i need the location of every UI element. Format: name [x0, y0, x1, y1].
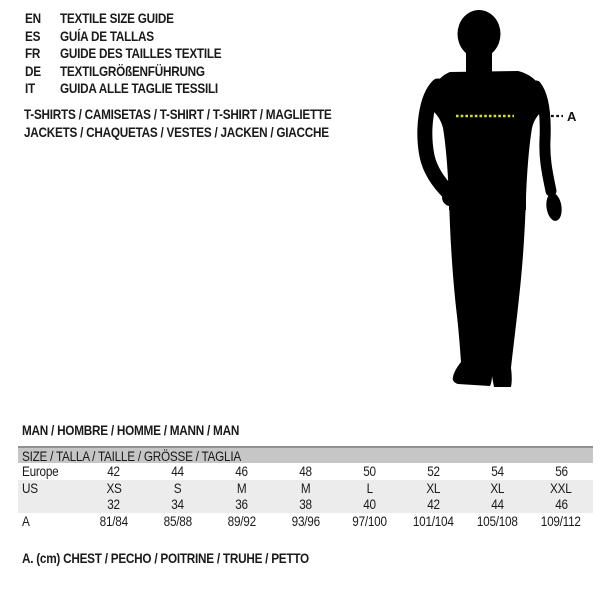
language-code: [25, 45, 60, 63]
table-cell-text: 34: [171, 496, 185, 513]
language-label: GUÍA DE TALLAS: [60, 27, 154, 44]
table-row: [18, 463, 593, 480]
table-cell: [338, 480, 402, 496]
table-cell-text: 32: [107, 496, 121, 513]
table-cell: [465, 463, 529, 479]
table-row-label-text: A: [22, 512, 30, 529]
table-cell: [401, 496, 465, 512]
table-cell: [529, 496, 593, 512]
table-cell-text: 109/112: [541, 512, 581, 529]
table-row: [18, 480, 593, 497]
category-line-jackets: [24, 124, 390, 142]
language-code-text: FR: [25, 45, 41, 61]
language-code-text: EN: [25, 10, 41, 26]
table-cell-text: 52: [427, 463, 440, 480]
table-cell-text: 93/96: [291, 512, 320, 529]
man-silhouette-figure: [395, 0, 590, 400]
table-cell-text: M: [300, 479, 311, 496]
table-cell-text: 46: [235, 463, 248, 480]
table-cell: [274, 513, 338, 529]
language-code: [25, 63, 60, 81]
table-cell: [210, 480, 274, 496]
table-cell-text: 38: [299, 496, 312, 513]
language-label: GUIDE DES TAILLES TEXTILE: [60, 45, 222, 61]
table-cell-text: 46: [554, 496, 568, 513]
table-cell: [274, 480, 338, 496]
table-cell-text: 56: [554, 463, 568, 480]
table-cell: [82, 463, 146, 479]
table-cell: [529, 463, 593, 479]
language-row-fr: [25, 45, 252, 63]
table-cell-text: 44: [171, 463, 185, 480]
table-cell-text: 50: [363, 463, 376, 480]
table-cell: [146, 480, 210, 496]
table-cell-text: 81/84: [99, 512, 129, 529]
table-cell: [465, 496, 529, 512]
table-cell: [465, 513, 529, 529]
table-cell-text: 101/104: [412, 512, 454, 529]
language-row-de: [25, 63, 252, 81]
table-cell-text: XS: [106, 479, 122, 496]
table-cell: [274, 496, 338, 512]
size-table: [18, 446, 593, 529]
measure-footnote-text: A. (cm) CHEST / PECHO / POITRINE / TRUHE / PETTO: [22, 550, 309, 566]
table-cell: [401, 463, 465, 479]
table-row: [18, 496, 593, 513]
table-row-label-text: US: [22, 479, 38, 496]
language-list: [25, 10, 252, 98]
table-cell: [82, 496, 146, 512]
language-label: TEXTILGRÖßENFÜHRUNG: [60, 62, 205, 79]
language-code: [25, 80, 60, 98]
table-cell-text: 44: [490, 496, 504, 513]
table-cell-text: 89/92: [227, 512, 256, 529]
language-code: [25, 10, 60, 28]
section-title: [22, 422, 280, 438]
language-row-en: [25, 10, 252, 28]
table-cell: [210, 513, 274, 529]
category-line-tshirts: [24, 106, 390, 124]
table-cell: [338, 496, 402, 512]
measure-footnote: [22, 550, 364, 566]
table-cell-text: S: [174, 479, 182, 496]
table-cell: [82, 480, 146, 496]
table-cell-text: XXL: [550, 479, 572, 496]
table-cell-text: M: [236, 479, 247, 496]
silhouette-right-hand: [545, 192, 564, 222]
table-cell: [210, 463, 274, 479]
table-cell-text: 54: [490, 463, 504, 480]
table-cell: [401, 480, 465, 496]
table-cell: [82, 513, 146, 529]
table-cell: [338, 513, 402, 529]
category-line-jackets-text: JACKETS / CHAQUETAS / VESTES / JACKEN / GIACCHE: [24, 123, 329, 140]
table-cell: [529, 480, 593, 496]
silhouette-left-hand: [442, 188, 458, 206]
table-cell-text: 105/108: [476, 512, 518, 529]
table-row-label: [18, 480, 82, 496]
table-cell-text: 42: [427, 496, 440, 513]
language-code-text: ES: [25, 27, 41, 44]
language-code: [25, 28, 60, 46]
table-row-label: [18, 513, 82, 529]
table-row-label: [18, 463, 82, 479]
language-label: TEXTILE SIZE GUIDE: [60, 10, 174, 26]
table-row: [18, 513, 593, 530]
size-table-body: [18, 463, 593, 529]
table-row-label-text: Europe: [22, 463, 59, 480]
silhouette-right-arm: [536, 86, 551, 191]
table-cell: [529, 513, 593, 529]
language-row-es: [25, 28, 252, 46]
table-cell: [146, 513, 210, 529]
table-cell: [401, 513, 465, 529]
table-cell-text: XL: [426, 479, 441, 496]
table-cell: [465, 480, 529, 496]
language-code-text: IT: [25, 80, 35, 96]
table-cell: [210, 496, 274, 512]
table-cell: [338, 463, 402, 479]
table-cell-text: 36: [235, 496, 248, 513]
table-cell: [274, 463, 338, 479]
language-row-it: [25, 80, 252, 98]
silhouette-shapes: [425, 10, 563, 387]
man-silhouette-svg: [395, 0, 590, 400]
table-cell-text: L: [366, 479, 373, 496]
table-cell: [146, 463, 210, 479]
table-cell-text: 48: [299, 463, 312, 480]
table-cell-text: 42: [107, 463, 121, 480]
category-block: [24, 106, 390, 141]
language-label: GUIDA ALLE TAGLIE TESSILI: [60, 80, 218, 96]
silhouette-legs: [449, 196, 526, 387]
table-cell-text: 40: [363, 496, 376, 513]
table-cell-text: 85/88: [163, 512, 192, 529]
size-table-header: [18, 446, 593, 463]
measure-label-a: A: [567, 109, 577, 124]
language-code-text: DE: [25, 62, 41, 79]
table-row-label: [18, 496, 82, 512]
table-cell-text: XL: [490, 479, 505, 496]
category-line-tshirts-text: T-SHIRTS / CAMISETAS / T-SHIRT / T-SHIRT / MAGLIETTE: [24, 106, 332, 122]
section-title-text: MAN / HOMBRE / HOMME / MANN / MAN: [22, 422, 240, 438]
table-cell: [146, 496, 210, 512]
table-cell-text: 97/100: [352, 512, 387, 529]
size-table-header-text: SIZE / TALLA / TAILLE / GRÖSSE / TAGLIA: [22, 447, 241, 464]
